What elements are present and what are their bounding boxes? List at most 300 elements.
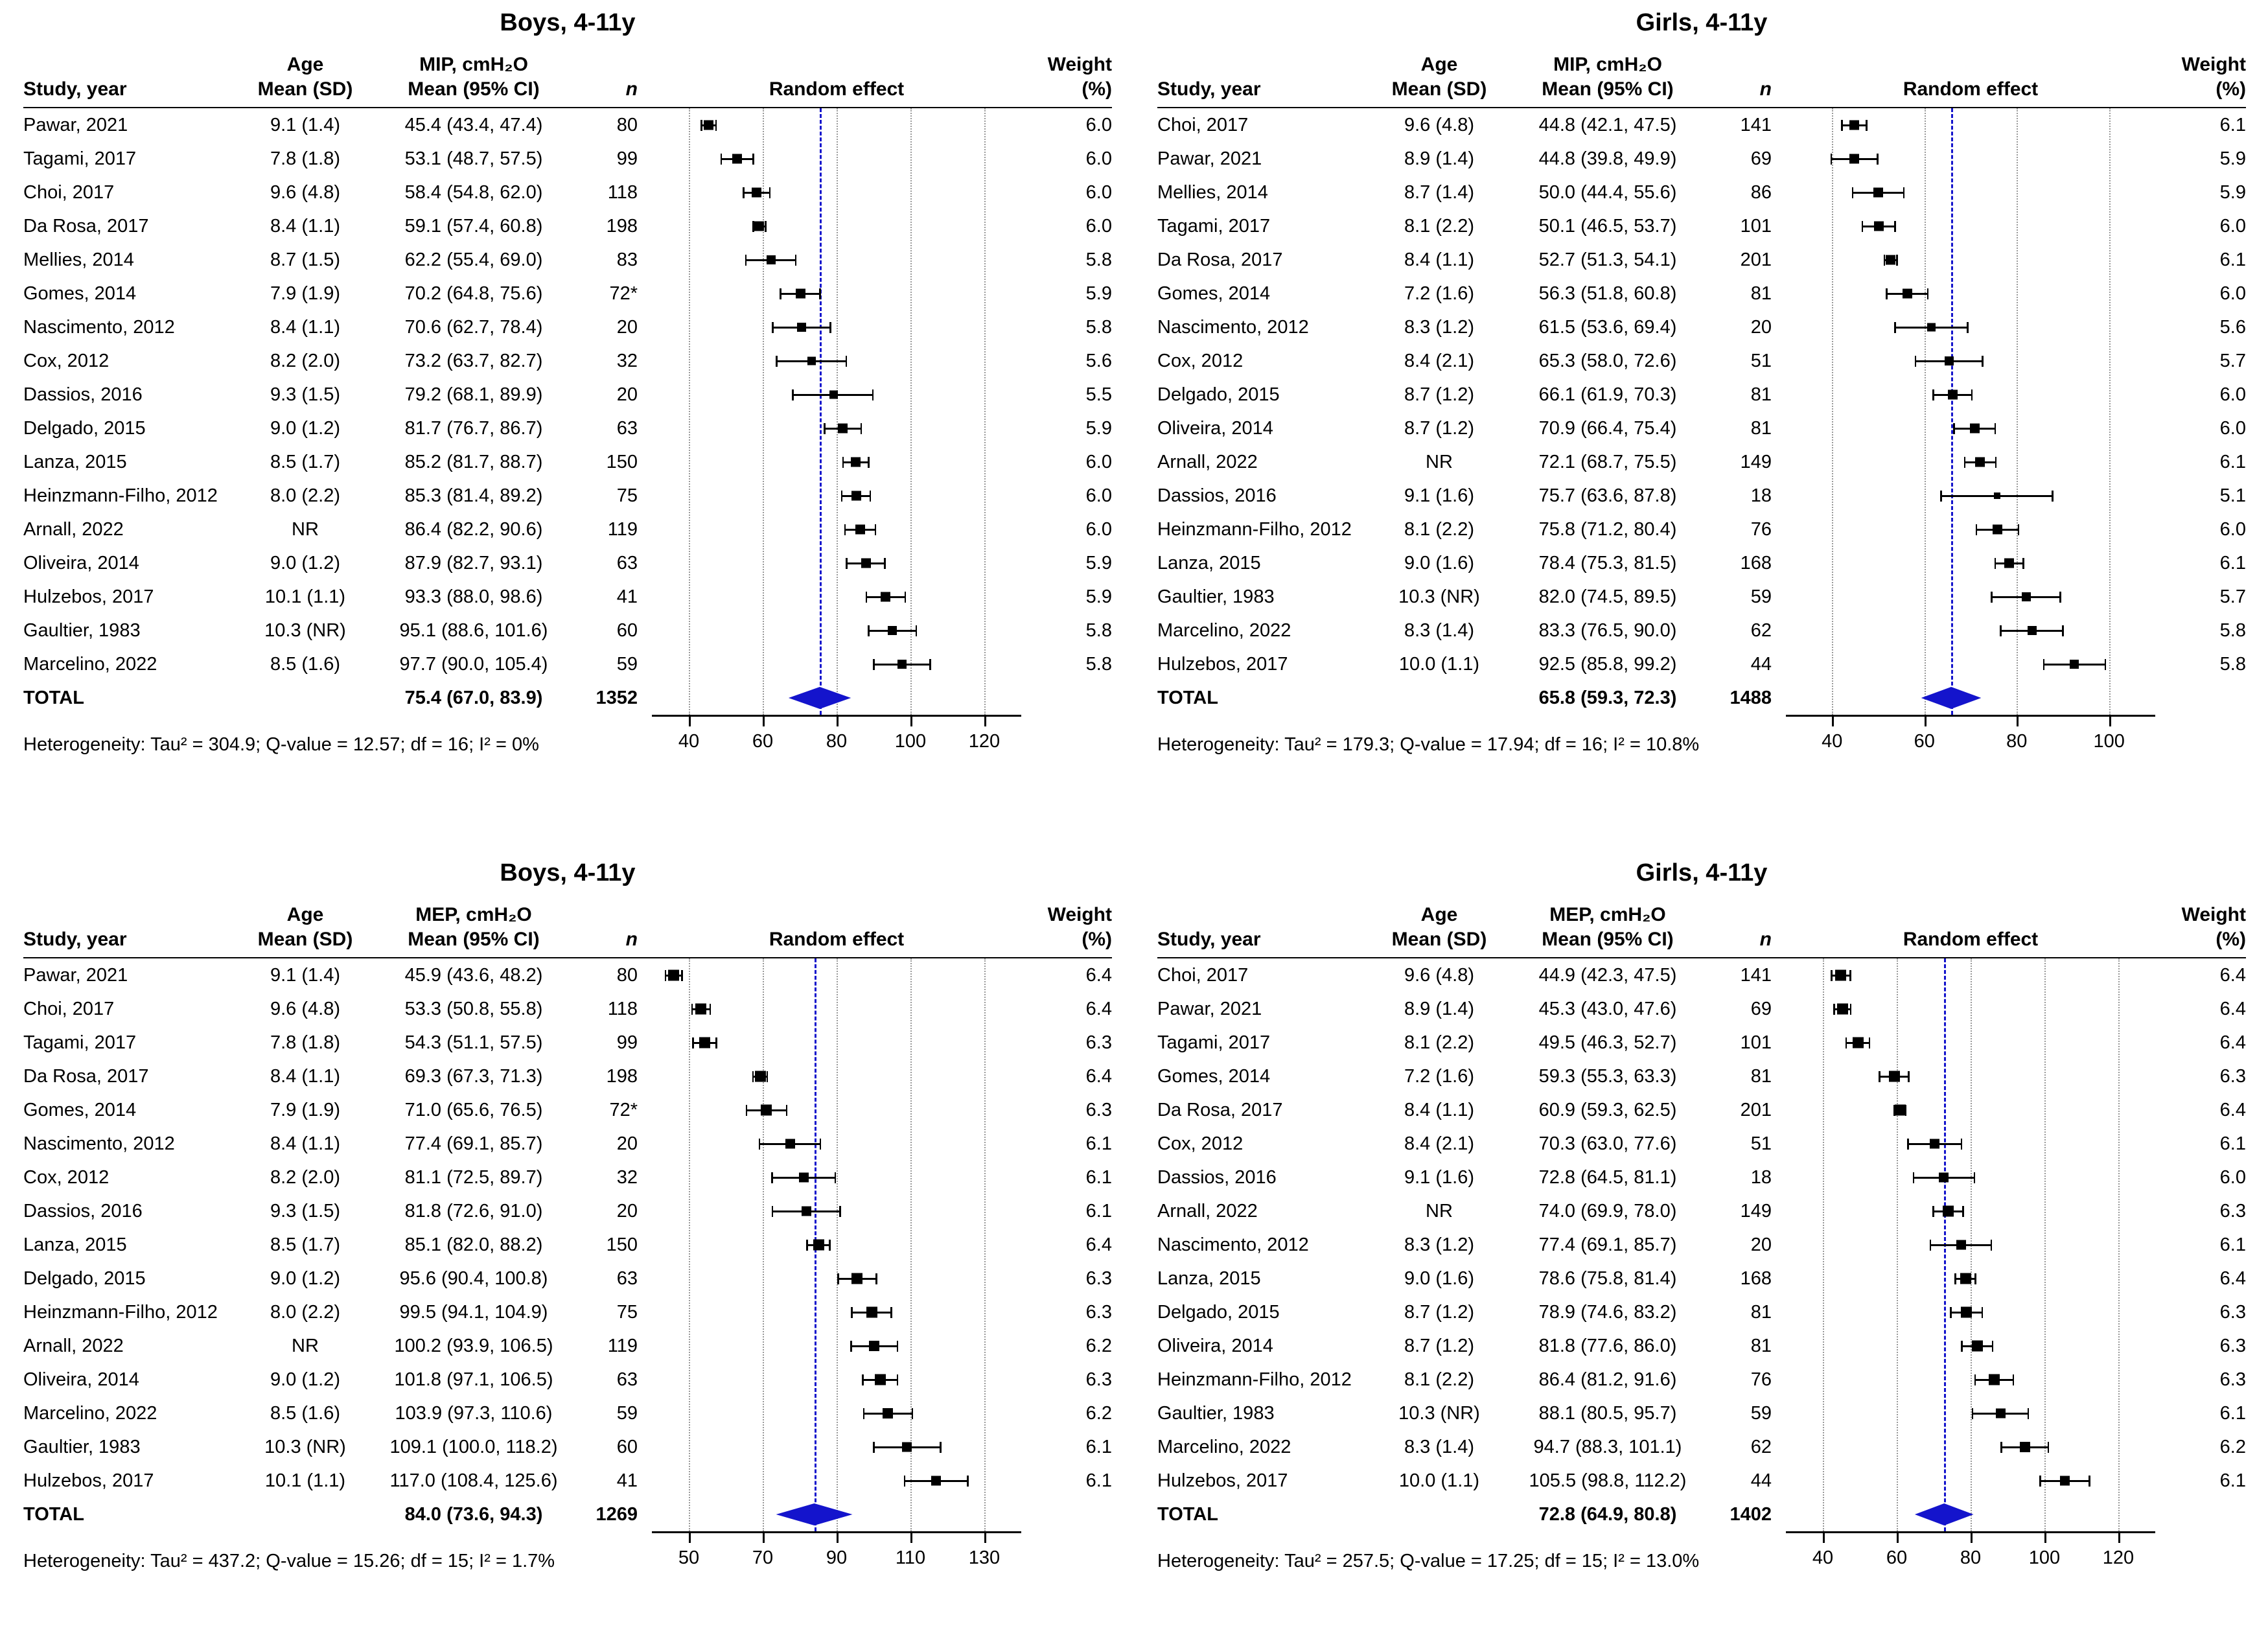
header-spacer — [581, 52, 652, 77]
age-value: 8.1 (2.2) — [1404, 1032, 1474, 1053]
weight-value: 6.3 — [2219, 1369, 2246, 1390]
age-value: 8.4 (1.1) — [270, 215, 340, 237]
weight-value: 6.2 — [1085, 1402, 1112, 1424]
ci-value: 95.6 (90.4, 100.8) — [399, 1268, 548, 1289]
ci-cap-right — [2062, 625, 2064, 636]
ci-plot-cell — [652, 277, 1021, 310]
table-row — [23, 1060, 1112, 1093]
total-plot-cell — [652, 1498, 1021, 1531]
weight-value: 5.8 — [1085, 620, 1112, 641]
n-value: 51 — [1750, 350, 1772, 371]
ci-cap-left — [1954, 1273, 1956, 1284]
header-spacer — [1715, 903, 1786, 927]
age-value: 9.1 (1.4) — [270, 114, 340, 135]
ci-cap-right — [1903, 187, 1905, 198]
axis-tick — [1971, 1533, 1973, 1543]
header-spacer — [23, 903, 244, 927]
weight-value: 5.6 — [1085, 350, 1112, 371]
n-value: 80 — [616, 964, 638, 986]
age-value: 9.6 (4.8) — [1404, 114, 1474, 135]
age-value: 8.7 (1.5) — [270, 249, 340, 270]
age-value: 9.1 (1.6) — [1404, 1166, 1474, 1188]
age-value: 8.5 (1.6) — [270, 1402, 340, 1424]
axis-tick-label: 90 — [826, 1547, 848, 1568]
axis-tick-label: 70 — [752, 1547, 774, 1568]
ci-cap-right — [916, 625, 918, 636]
study-label: Delgado, 2015 — [1157, 384, 1280, 405]
ci-cap-right — [1894, 221, 1896, 232]
weight-value: 6.3 — [2219, 1301, 2246, 1323]
ci-cap-left — [1841, 120, 1843, 131]
axis-tick-label: 130 — [968, 1547, 1001, 1568]
ci-plot-cell — [1786, 209, 2155, 243]
ci-plot-cell — [652, 992, 1021, 1026]
weight-value: 6.4 — [2219, 1032, 2246, 1053]
ci-value: 97.7 (90.0, 105.4) — [399, 653, 548, 675]
age-value: 8.7 (1.2) — [1404, 1301, 1474, 1323]
table-row — [23, 378, 1112, 411]
weight-value: 5.9 — [1085, 586, 1112, 607]
n-value: 20 — [616, 1200, 638, 1222]
n-value: 76 — [1750, 1369, 1772, 1390]
ci-value: 70.9 (66.4, 75.4) — [1538, 417, 1677, 439]
ci-value: 65.3 (58.0, 72.6) — [1538, 350, 1677, 371]
ci-cap-right — [2089, 1476, 2090, 1487]
axis-tick — [910, 717, 912, 726]
weight-value: 6.4 — [1085, 1234, 1112, 1255]
effect-marker — [838, 424, 848, 434]
weight-value: 6.1 — [1085, 1166, 1112, 1188]
study-label: Lanza, 2015 — [23, 1234, 127, 1255]
age-value: 7.9 (1.9) — [270, 1099, 340, 1120]
table-row — [23, 1430, 1112, 1464]
ci-cap-right — [1962, 1206, 1964, 1217]
weight-value: 6.1 — [2219, 1234, 2246, 1255]
ci-cap-right — [1927, 288, 1929, 299]
n-value: 99 — [616, 148, 638, 169]
study-rows — [23, 108, 1112, 681]
plot-body — [1157, 958, 2246, 1531]
effect-marker — [931, 1476, 941, 1486]
axis-tick-label: 40 — [678, 731, 700, 752]
study-label: Da Rosa, 2017 — [1157, 249, 1283, 270]
ci-plot-cell — [652, 1464, 1021, 1498]
header-weight-pct: (%) — [2216, 78, 2246, 100]
ci-value: 85.1 (82.0, 88.2) — [404, 1234, 543, 1255]
ci-cap-right — [1877, 154, 1879, 165]
header-study-year: Study, year — [1157, 78, 1261, 100]
axis-tick-label: 120 — [2102, 1547, 2135, 1568]
header-measure-name: MIP, cmH₂O — [1553, 54, 1662, 75]
weight-value: 6.1 — [2219, 1470, 2246, 1491]
n-value: 75 — [616, 1301, 638, 1323]
n-value: 18 — [1750, 485, 1772, 506]
effect-marker — [888, 626, 897, 635]
ci-plot-cell — [652, 344, 1021, 378]
ci-cap-left — [1976, 524, 1978, 535]
axis-tick-label: 80 — [826, 731, 848, 752]
n-value: 51 — [1750, 1133, 1772, 1154]
header-age: Age — [286, 54, 324, 75]
ci-plot-cell — [652, 958, 1021, 992]
ci-cap-right — [2059, 592, 2061, 603]
effect-marker — [767, 255, 776, 264]
ci-value: 81.8 (77.6, 86.0) — [1538, 1335, 1677, 1356]
study-label: Tagami, 2017 — [23, 1032, 137, 1053]
total-row — [23, 681, 1112, 715]
weight-value: 6.2 — [1085, 1335, 1112, 1356]
age-value: 8.4 (2.1) — [1404, 1133, 1474, 1154]
ci-plot-cell — [652, 1295, 1021, 1329]
ci-cap-left — [1972, 1408, 1974, 1419]
header-weight: Weight — [2181, 54, 2246, 75]
ci-value: 59.1 (57.4, 60.8) — [404, 215, 543, 237]
axis-tick-label: 40 — [1812, 1547, 1834, 1568]
n-value: 59 — [1750, 586, 1772, 607]
effect-marker — [802, 1207, 811, 1216]
weight-value: 6.2 — [2219, 1436, 2246, 1457]
axis-tick — [689, 1533, 691, 1543]
table-row — [1157, 1430, 2246, 1464]
ci-cap-left — [837, 1273, 839, 1284]
header-col-age — [1378, 52, 1501, 102]
heterogeneity-note: Heterogeneity: Tau² = 437.2; Q-value = 15.26; df = 15; I² = 1.7% — [23, 1551, 555, 1571]
n-value: 59 — [616, 1402, 638, 1424]
study-label: Heinzmann-Filho, 2012 — [23, 1301, 218, 1323]
ci-cap-right — [1995, 457, 1997, 468]
table-row — [1157, 1396, 2246, 1430]
axis-tick — [837, 1533, 839, 1543]
header-age: Age — [1420, 904, 1458, 925]
header-col-study — [23, 903, 244, 952]
ci-cap-left — [752, 1071, 754, 1082]
table-row — [23, 580, 1112, 614]
header-col-measure — [1501, 903, 1715, 952]
ci-plot-cell — [652, 108, 1021, 142]
study-label: Heinzmann-Filho, 2012 — [23, 485, 218, 506]
ci-cap-left — [1852, 187, 1854, 198]
ci-cap-left — [841, 491, 843, 502]
ci-value: 85.2 (81.7, 88.7) — [404, 451, 543, 472]
ci-value: 70.2 (64.8, 75.6) — [404, 283, 543, 304]
n-value: 60 — [616, 620, 638, 641]
weight-value: 6.0 — [1085, 485, 1112, 506]
ci-cap-left — [873, 1442, 875, 1453]
header-col-study — [1157, 903, 1378, 952]
ci-cap-left — [873, 659, 875, 670]
age-value: 8.1 (2.2) — [1404, 1369, 1474, 1390]
header-mean-ci: Mean (95% CI) — [1542, 78, 1674, 100]
study-label: Dassios, 2016 — [1157, 1166, 1277, 1188]
weight-value: 5.5 — [1085, 384, 1112, 405]
age-value: 10.1 (1.1) — [264, 586, 346, 607]
effect-marker — [2060, 1476, 2070, 1486]
effect-marker — [851, 491, 861, 501]
ci-value: 56.3 (51.8, 60.8) — [1538, 283, 1677, 304]
table-row — [23, 277, 1112, 310]
ci-cap-left — [844, 524, 846, 535]
effect-marker — [1889, 1071, 1900, 1082]
ci-value: 81.1 (72.5, 89.7) — [404, 1166, 543, 1188]
total-plot-cell — [652, 681, 1021, 715]
effect-marker — [797, 323, 806, 332]
ci-cap-left — [1846, 1037, 1847, 1048]
weight-value: 6.4 — [2219, 1268, 2246, 1289]
ci-cap-right — [1982, 356, 1984, 367]
table-row — [23, 209, 1112, 243]
ci-cap-right — [2052, 491, 2054, 502]
age-value: 9.0 (1.6) — [1404, 552, 1474, 573]
effect-marker — [1975, 457, 1985, 467]
total-ci-value: 65.8 (59.3, 72.3) — [1538, 687, 1677, 708]
age-value: 8.4 (2.1) — [1404, 350, 1474, 371]
effect-marker — [1994, 492, 2000, 499]
age-value: 9.0 (1.2) — [270, 417, 340, 439]
weight-value: 5.9 — [1085, 283, 1112, 304]
n-value: 168 — [1740, 552, 1772, 573]
ci-plot-cell — [652, 1093, 1021, 1127]
study-label: Cox, 2012 — [1157, 1133, 1244, 1154]
axis-tick-label: 100 — [894, 731, 927, 752]
n-value: 72* — [609, 1099, 638, 1120]
ci-cap-left — [1831, 970, 1833, 981]
study-label: Gaultier, 1983 — [23, 1436, 141, 1457]
header-spacer — [652, 52, 1021, 77]
header-col-weight — [1021, 903, 1112, 952]
study-label: Choi, 2017 — [1157, 964, 1249, 986]
axis-tick — [2109, 717, 2111, 726]
n-value: 119 — [607, 1335, 638, 1356]
ci-plot-cell — [652, 1228, 1021, 1262]
study-label: Marcelino, 2022 — [1157, 1436, 1291, 1457]
table-row — [1157, 344, 2246, 378]
table-row — [23, 1161, 1112, 1194]
header-col-age — [244, 903, 367, 952]
ci-plot-cell — [1786, 958, 2155, 992]
ci-value: 50.0 (44.4, 55.6) — [1538, 181, 1677, 203]
age-value: 8.7 (1.2) — [1404, 1335, 1474, 1356]
ci-value: 77.4 (69.1, 85.7) — [1538, 1234, 1677, 1255]
ci-cap-left — [851, 1307, 853, 1318]
n-value: 81 — [1750, 1301, 1772, 1323]
age-value: 8.3 (1.2) — [1404, 316, 1474, 338]
ci-cap-right — [1995, 423, 1996, 434]
effect-marker — [668, 970, 679, 981]
ci-plot-cell — [1786, 647, 2155, 681]
age-value: 7.8 (1.8) — [270, 148, 340, 169]
study-label: Nascimento, 2012 — [23, 1133, 175, 1154]
age-value: 8.7 (1.4) — [1404, 181, 1474, 203]
age-value: 8.7 (1.2) — [1404, 417, 1474, 439]
header-weight: Weight — [1047, 904, 1112, 925]
study-label: Nascimento, 2012 — [1157, 1234, 1309, 1255]
table-row — [23, 176, 1112, 209]
weight-value: 6.3 — [1085, 1369, 1112, 1390]
header-spacer — [581, 903, 652, 927]
total-label: TOTAL — [1157, 687, 1218, 708]
table-row — [1157, 243, 2246, 277]
n-value: 20 — [1750, 1234, 1772, 1255]
age-value: 10.3 (NR) — [264, 1436, 346, 1457]
header-mean-ci: Mean (95% CI) — [1542, 929, 1674, 950]
ci-value: 73.2 (63.7, 82.7) — [404, 350, 543, 371]
study-label: Hulzebos, 2017 — [1157, 653, 1288, 675]
axis-zone — [23, 1531, 1112, 1591]
n-value: 44 — [1750, 653, 1772, 675]
ci-plot-cell — [1786, 411, 2155, 445]
study-label: Cox, 2012 — [1157, 350, 1244, 371]
ci-cap-left — [1932, 389, 1934, 400]
age-value: 9.6 (4.8) — [270, 998, 340, 1019]
ci-plot-cell — [1786, 243, 2155, 277]
weight-value: 5.9 — [2219, 181, 2246, 203]
ci-plot-cell — [652, 647, 1021, 681]
header-col-age — [1378, 903, 1501, 952]
study-label: Pawar, 2021 — [1157, 148, 1262, 169]
plot-body — [1157, 108, 2246, 715]
age-value: 10.3 (NR) — [1398, 586, 1480, 607]
x-axis — [1786, 715, 2155, 752]
header-measure-name: MEP, cmH₂O — [1549, 904, 1666, 925]
axis-tick-label: 100 — [2093, 731, 2125, 752]
study-label: Arnall, 2022 — [23, 518, 124, 540]
n-value: 80 — [616, 114, 638, 135]
ci-cap-right — [2105, 659, 2107, 670]
n-value: 198 — [606, 215, 638, 237]
ci-cap-left — [759, 1139, 761, 1150]
n-value: 75 — [616, 485, 638, 506]
weight-value: 5.8 — [2219, 653, 2246, 675]
n-value: 44 — [1750, 1470, 1772, 1491]
ci-cap-left — [771, 1172, 773, 1183]
header-random-effect: Random effect — [1903, 929, 2039, 950]
age-value: 9.6 (4.8) — [1404, 964, 1474, 986]
study-label: Dassios, 2016 — [23, 384, 143, 405]
ci-cap-left — [2000, 1442, 2002, 1453]
ci-cap-left — [904, 1476, 906, 1487]
n-value: 32 — [616, 1166, 638, 1188]
table-row — [1157, 411, 2246, 445]
ci-cap-right — [1850, 1004, 1852, 1015]
ci-plot-cell — [652, 1396, 1021, 1430]
weight-value: 6.0 — [2219, 384, 2246, 405]
study-label: Oliveira, 2014 — [1157, 1335, 1273, 1356]
effect-marker — [799, 1173, 809, 1183]
table-row — [23, 344, 1112, 378]
ci-plot-cell — [652, 310, 1021, 344]
ci-value: 44.8 (42.1, 47.5) — [1538, 114, 1677, 135]
ci-value: 75.7 (63.6, 87.8) — [1538, 485, 1677, 506]
total-n-value: 1488 — [1730, 687, 1772, 708]
header-col-weight — [1021, 52, 1112, 102]
study-label: Arnall, 2022 — [1157, 1200, 1258, 1222]
study-label: Marcelino, 2022 — [1157, 620, 1291, 641]
n-value: 198 — [606, 1065, 638, 1087]
table-row — [23, 992, 1112, 1026]
ci-cap-right — [829, 322, 831, 333]
column-headers — [1157, 903, 2246, 958]
header-col-measure — [1501, 52, 1715, 102]
ci-value: 95.1 (88.6, 101.6) — [399, 620, 548, 641]
ci-cap-left — [824, 423, 826, 434]
ci-cap-right — [875, 1273, 877, 1284]
effect-marker — [1895, 1105, 1906, 1116]
n-value: 60 — [616, 1436, 638, 1457]
ci-value: 50.1 (46.5, 53.7) — [1538, 215, 1677, 237]
plot-body — [23, 958, 1112, 1531]
header-spacer — [652, 903, 1021, 927]
ci-cap-right — [819, 288, 821, 299]
ci-cap-right — [1961, 1139, 1963, 1150]
ci-value: 86.4 (82.2, 90.6) — [404, 518, 543, 540]
age-value: 8.0 (2.2) — [270, 485, 340, 506]
header-col-n — [581, 903, 652, 952]
n-value: 62 — [1750, 1436, 1772, 1457]
age-value: 10.3 (NR) — [264, 620, 346, 641]
ci-cap-right — [681, 970, 683, 981]
study-label: Gomes, 2014 — [23, 1099, 137, 1120]
ci-value: 70.3 (63.0, 77.6) — [1538, 1133, 1677, 1154]
ci-value: 87.9 (82.7, 93.1) — [404, 552, 543, 573]
ci-value: 44.9 (42.3, 47.5) — [1538, 964, 1677, 986]
weight-value: 6.3 — [2219, 1335, 2246, 1356]
weight-value: 6.3 — [1085, 1301, 1112, 1323]
table-row — [23, 142, 1112, 176]
ci-cap-left — [743, 187, 745, 198]
ci-plot-cell — [652, 1026, 1021, 1060]
weight-value: 5.8 — [2219, 620, 2246, 641]
study-label: Choi, 2017 — [23, 181, 115, 203]
ci-cap-right — [839, 1206, 841, 1217]
header-age-mean-sd: Mean (SD) — [257, 78, 353, 100]
ci-plot-cell — [652, 546, 1021, 580]
ci-value: 77.4 (69.1, 85.7) — [404, 1133, 543, 1154]
weight-value: 6.3 — [2219, 1065, 2246, 1087]
table-row — [1157, 142, 2246, 176]
ci-plot-cell — [652, 1363, 1021, 1396]
weight-value: 6.0 — [1085, 451, 1112, 472]
study-label: Choi, 2017 — [1157, 114, 1249, 135]
age-value: 10.0 (1.1) — [1398, 653, 1480, 675]
axis-zone — [1157, 715, 2246, 774]
weight-value: 6.0 — [1085, 215, 1112, 237]
effect-marker — [883, 1408, 893, 1419]
effect-marker — [1970, 424, 1980, 434]
total-plot-cell — [1786, 681, 2155, 715]
table-row — [23, 411, 1112, 445]
ci-plot-cell — [1786, 1464, 2155, 1498]
effect-marker — [796, 289, 805, 299]
table-row — [23, 108, 1112, 142]
ci-cap-right — [912, 1408, 914, 1419]
header-col-study — [23, 52, 244, 102]
axis-zone — [1157, 1531, 2246, 1591]
table-row — [1157, 378, 2246, 411]
age-value: 8.9 (1.4) — [1404, 998, 1474, 1019]
axis-tick — [837, 717, 839, 726]
effect-marker — [866, 1307, 877, 1318]
ci-cap-left — [752, 221, 754, 232]
weight-value: 5.8 — [1085, 316, 1112, 338]
table-row — [23, 1363, 1112, 1396]
table-row — [1157, 614, 2246, 647]
ci-value: 78.9 (74.6, 83.2) — [1538, 1301, 1677, 1323]
ci-plot-cell — [652, 142, 1021, 176]
header-spacer — [1157, 903, 1378, 927]
ci-value: 72.8 (64.5, 81.1) — [1538, 1166, 1677, 1188]
weight-value: 6.1 — [2219, 114, 2246, 135]
ci-value: 49.5 (46.3, 52.7) — [1538, 1032, 1677, 1053]
